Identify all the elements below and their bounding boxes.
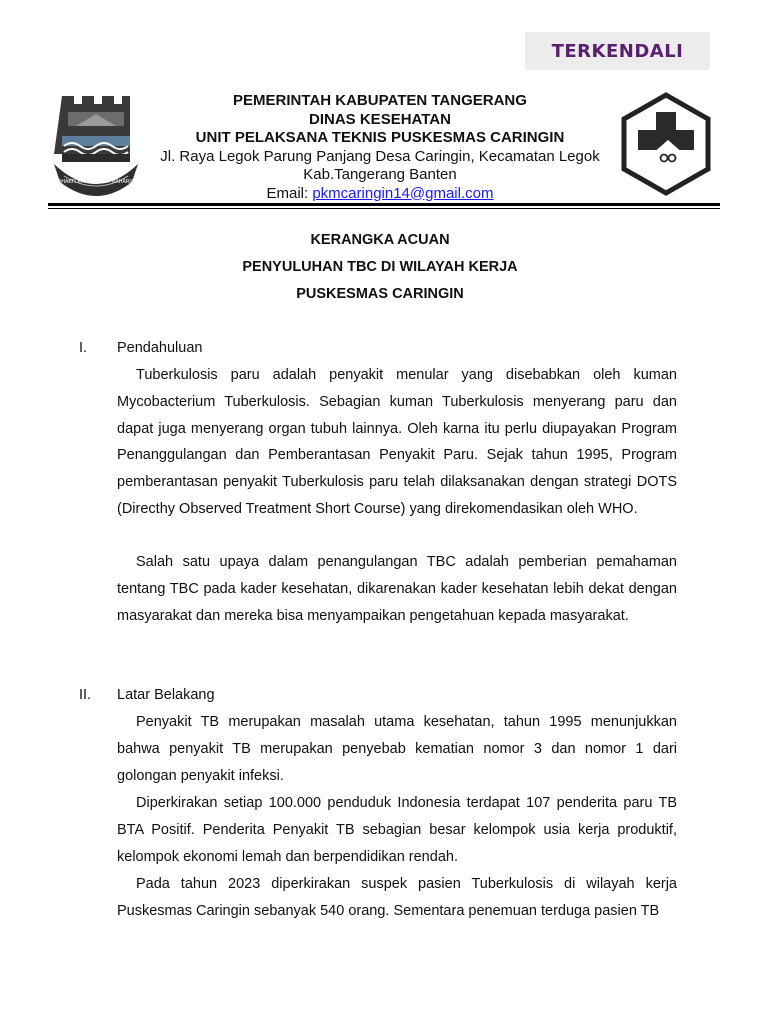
paragraph: Diperkirakan setiap 100.000 penduduk Indonesia terdapat 107 penderita paru TB BTA Positif. Penderita Penyakit TB sebagian besar kelompok usia kerja produktif, kelompok ekonomi lemah dan berpendidikan rendah. [117,795,677,865]
letterhead-department: DINAS KESEHATAN [309,110,451,128]
letterhead-address: Jl. Raya Legok Parung Panjang Desa Caringin, Kecamatan Legok [160,147,600,165]
email-label: Email: [266,184,313,202]
paragraph: Salah satu upaya dalam penangulangan TBC adalah pemberian pemahaman tentang TBC pada kader kesehatan, dikarenakan kader kesehatan lebih dekat dengan masyarakat dan mereka bisa menyampaikan pengetahuan kepada masyarakat. [117,554,677,624]
paragraph: Pada tahun 2023 diperkirakan suspek pasien Tuberkulosis di wilayah kerja Puskesmas Caringin sebanyak 540 orang. Sementara penemuan terduga pasien TB [117,876,677,919]
document-subtitle-location: PUSKESMAS CARINGIN [296,286,464,302]
letterhead-divider-thin [48,208,720,209]
section-number: II. [79,687,92,703]
letterhead [150,92,610,203]
emblem-motto: BHAKTI KARYA KERTA RAHARJA [57,179,135,185]
document-subtitle: PENYULUHAN TBC DI WILAYAH KERJA [242,259,518,275]
document-title: KERANGKA ACUAN [310,232,450,248]
letterhead-email-line [150,185,610,204]
email-link[interactable]: pkmcaringin14@gmail.com [312,184,494,202]
section-number: I. [79,340,88,356]
section-heading: Latar Belakang [117,687,215,703]
letterhead-address-city: Kab.Tangerang Banten [303,166,457,183]
letterhead-government: PEMERINTAH KABUPATEN TANGERANG [233,92,527,109]
stamp-label: TERKENDALI [551,40,684,62]
letterhead-divider-thick [48,203,720,206]
letterhead-unit: UNIT PELAKSANA TEKNIS PUSKESMAS CARINGIN [195,129,565,146]
puskesmas-logo-icon [618,92,714,196]
tangerang-regency-emblem-icon [50,92,142,204]
paragraph: Penyakit TB merupakan masalah utama kesehatan, tahun 1995 menunjukkan bahwa penyakit TB merupakan penyebab kematian nomor 3 dan nomor 1 dari golongan penyakit infeksi. [117,714,677,784]
paragraph: Tuberkulosis paru adalah penyakit menular yang disebabkan oleh kuman Mycobacterium Tuberkulosis. Sebagian kuman Tuberkulosis menyerang paru dan dapat juga menyerang organ tubuh lainnya. Oleh karna itu perlu diupayakan Program Penanggulangan dan Pemberantasan Penyakit Paru. Sejak tahun 1995, Program pemberantasan penyakit Tuberkulosis paru telah dilaksanakan dengan strategi DOTS (Directhy Observed Treatment Short Course) yang direkomendasikan oleh WHO. [117,367,677,517]
status-stamp [525,32,710,70]
section-heading: Pendahuluan [117,340,203,356]
